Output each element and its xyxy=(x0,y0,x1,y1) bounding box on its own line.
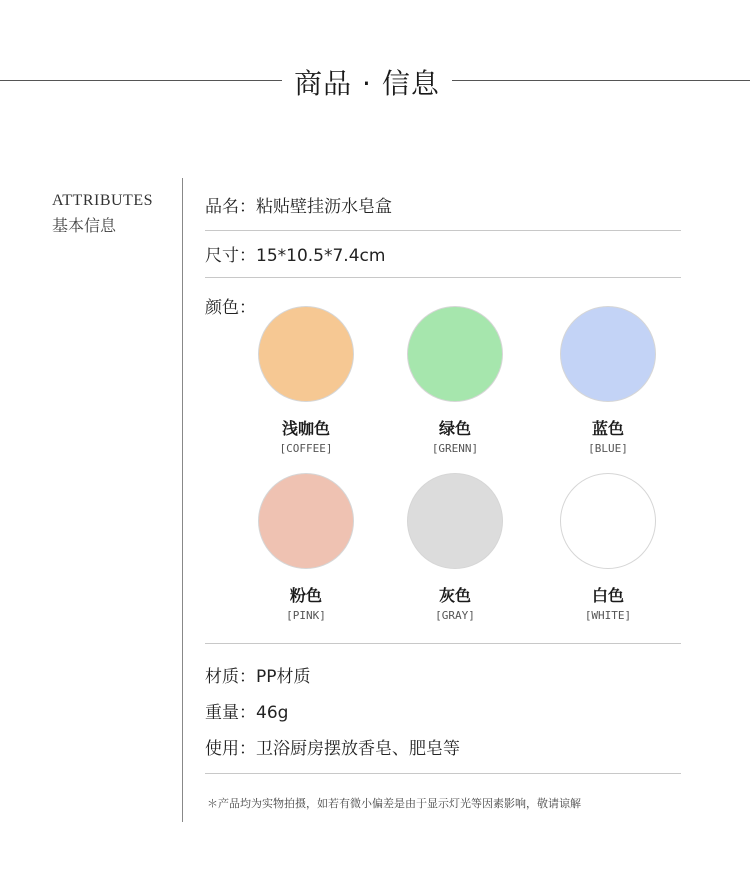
row-divider xyxy=(205,277,681,278)
vertical-divider xyxy=(182,178,183,822)
header-divider-right xyxy=(452,80,750,81)
color-name: 粉色 xyxy=(289,586,322,605)
color-circle xyxy=(560,473,656,569)
color-circle xyxy=(258,473,354,569)
color-swatch-blue xyxy=(560,306,656,455)
color-swatch-green xyxy=(407,306,503,455)
color-circle xyxy=(407,473,503,569)
color-name-en: [PINK] xyxy=(286,609,326,622)
section-header xyxy=(0,56,750,104)
color-name-en: [WHITE] xyxy=(584,609,632,622)
color-circle xyxy=(560,306,656,402)
color-name-en: [GRENN] xyxy=(431,442,479,455)
color-name: 绿色 xyxy=(438,419,471,438)
color-name-en: [BLUE] xyxy=(588,442,628,455)
header-divider-left xyxy=(0,80,282,81)
color-swatch-white xyxy=(560,473,656,622)
page-title: 商品 · 信息 xyxy=(294,67,440,100)
color-name-en: [GRAY] xyxy=(435,609,475,622)
color-circle xyxy=(258,306,354,402)
row-divider xyxy=(205,230,681,231)
color-label: 颜色： xyxy=(205,298,256,318)
color-swatch-pink xyxy=(258,473,354,622)
disclaimer-note: ＊产品均为实物拍摄，如若有微小偏差是由于显示灯光等因素影响，敬请谅解 xyxy=(207,797,581,810)
color-name-en: [COFFEE] xyxy=(279,442,333,455)
color-name: 白色 xyxy=(591,586,624,605)
sidebar-label-cn: 基本信息 xyxy=(52,216,117,235)
color-swatch-coffee xyxy=(258,306,354,455)
row-divider xyxy=(205,773,681,774)
product-material: 材质：PP材质 xyxy=(205,667,311,687)
color-swatch-gray xyxy=(407,473,503,622)
product-size: 尺寸：15*10.5*7.4cm xyxy=(205,246,386,266)
color-name: 浅咖色 xyxy=(281,419,330,438)
color-circle xyxy=(407,306,503,402)
row-divider xyxy=(205,643,681,644)
color-name: 灰色 xyxy=(438,586,471,605)
product-weight: 重量：46g xyxy=(205,703,289,723)
product-usage: 使用：卫浴厨房摆放香皂、肥皂等 xyxy=(205,739,460,759)
sidebar-label-en: ATTRIBUTES xyxy=(52,192,153,209)
color-name: 蓝色 xyxy=(591,419,624,438)
product-name: 品名：粘贴壁挂沥水皂盒 xyxy=(205,197,392,217)
